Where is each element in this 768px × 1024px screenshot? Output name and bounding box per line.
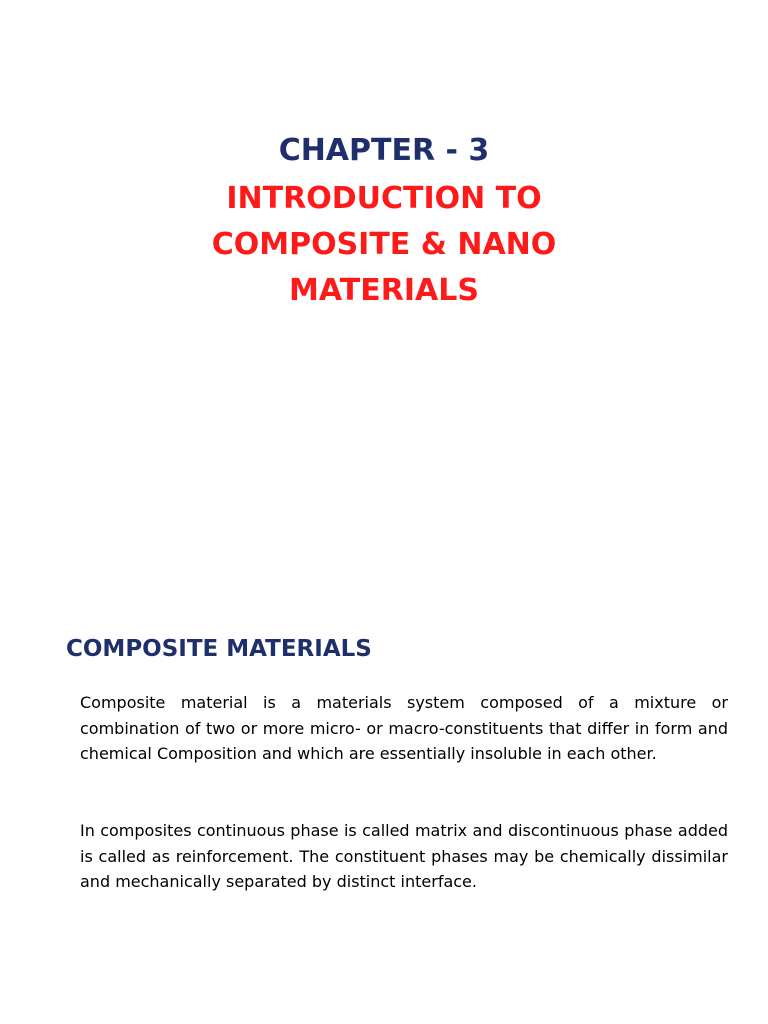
chapter-title xyxy=(0,176,768,314)
title-block xyxy=(0,132,768,314)
chapter-heading: CHAPTER - 3 xyxy=(278,133,490,168)
paragraph-matrix-reinforcement: In composites continuous phase is called matrix and discontinuous phase added is called as reinforcement. The constituent phases may be chemically dissimilar and mechanically separated by distinct interface. xyxy=(80,821,728,891)
chapter-title-line-2: COMPOSITE & NANO xyxy=(211,227,557,262)
chapter-title-line-1: INTRODUCTION TO xyxy=(226,181,542,216)
chapter-title-line-3: MATERIALS xyxy=(289,273,479,308)
paragraph-definition: Composite material is a materials system composed of a mixture or combination of two or more micro- or macro-constituents that differ in form and chemical Composition and which are essentially insoluble in each other. xyxy=(80,693,728,763)
section-heading: COMPOSITE MATERIALS xyxy=(66,636,372,662)
